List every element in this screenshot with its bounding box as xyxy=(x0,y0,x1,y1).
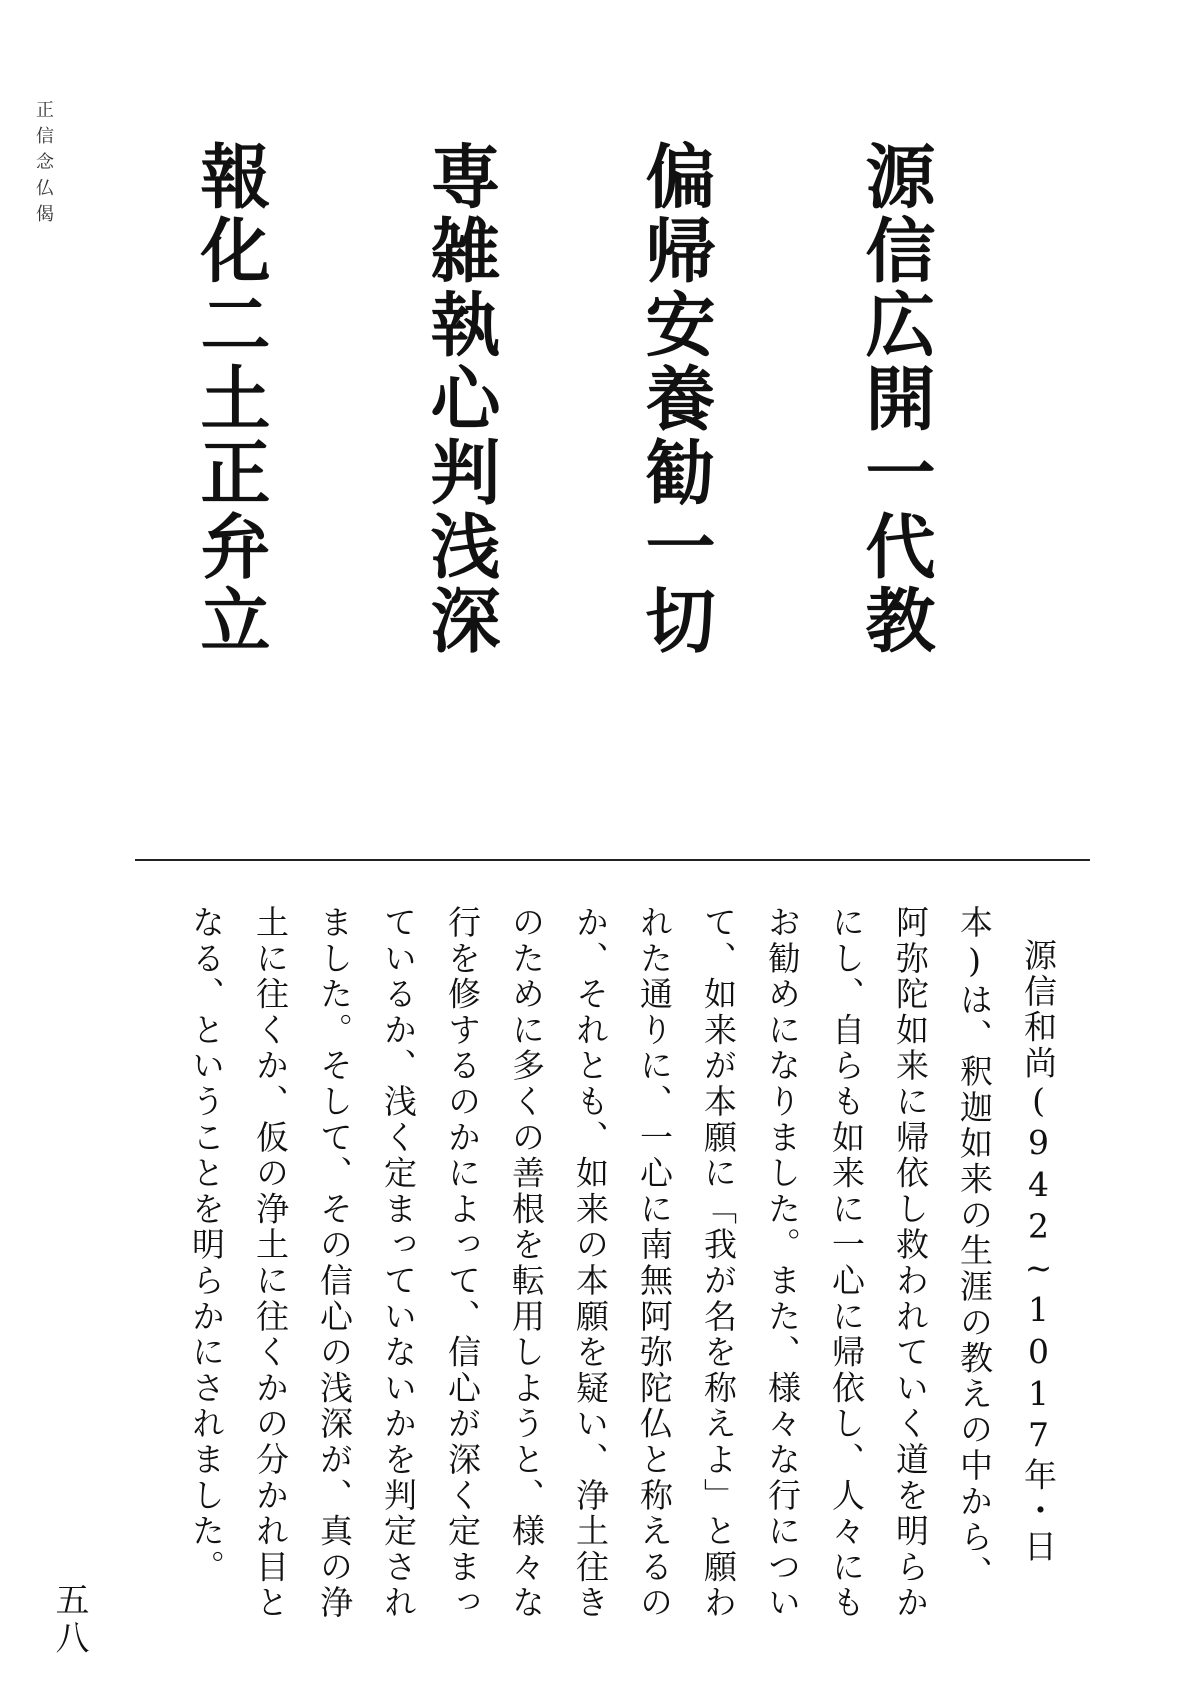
commentary-paragraph: 源信和尚(942~1017年・日本)は、釈迦如来の生涯の教えの中から、阿弥陀如来に帰依し救われていく道を明らかにし、自らも如来に一心に帰依し、人々にもお勧めになりました。また、様々な行について、如来が本願に「我が名を称えよ」と願われた通りに、一心に南無阿弥陀仏と称えるのか、それとも、如来の本願を疑い、浄土往きのために多くの善根を転用しようと、様々な行を修するのかによって、信心が深く定まっているか、浅く定まっていないかを判定されました。そして、その信心の浅深が、真の浄土に往くか、仮の浄土に往くかの分かれ目となる、ということを明らかにされました。 xyxy=(187,905,1058,1621)
book-title-header: 正信念仏偈 xyxy=(33,100,54,230)
section-divider xyxy=(135,859,1090,861)
page-number: 五八 xyxy=(49,1582,89,1658)
verse-line-2: 偏帰安養勧一切 xyxy=(634,140,717,658)
verse-line-4: 報化二土正弁立 xyxy=(189,140,272,658)
commentary-text xyxy=(140,905,1070,1625)
verse-line-1: 源信広開一代教 xyxy=(854,140,937,658)
verse-line-3: 専雑執心判浅深 xyxy=(419,140,502,658)
